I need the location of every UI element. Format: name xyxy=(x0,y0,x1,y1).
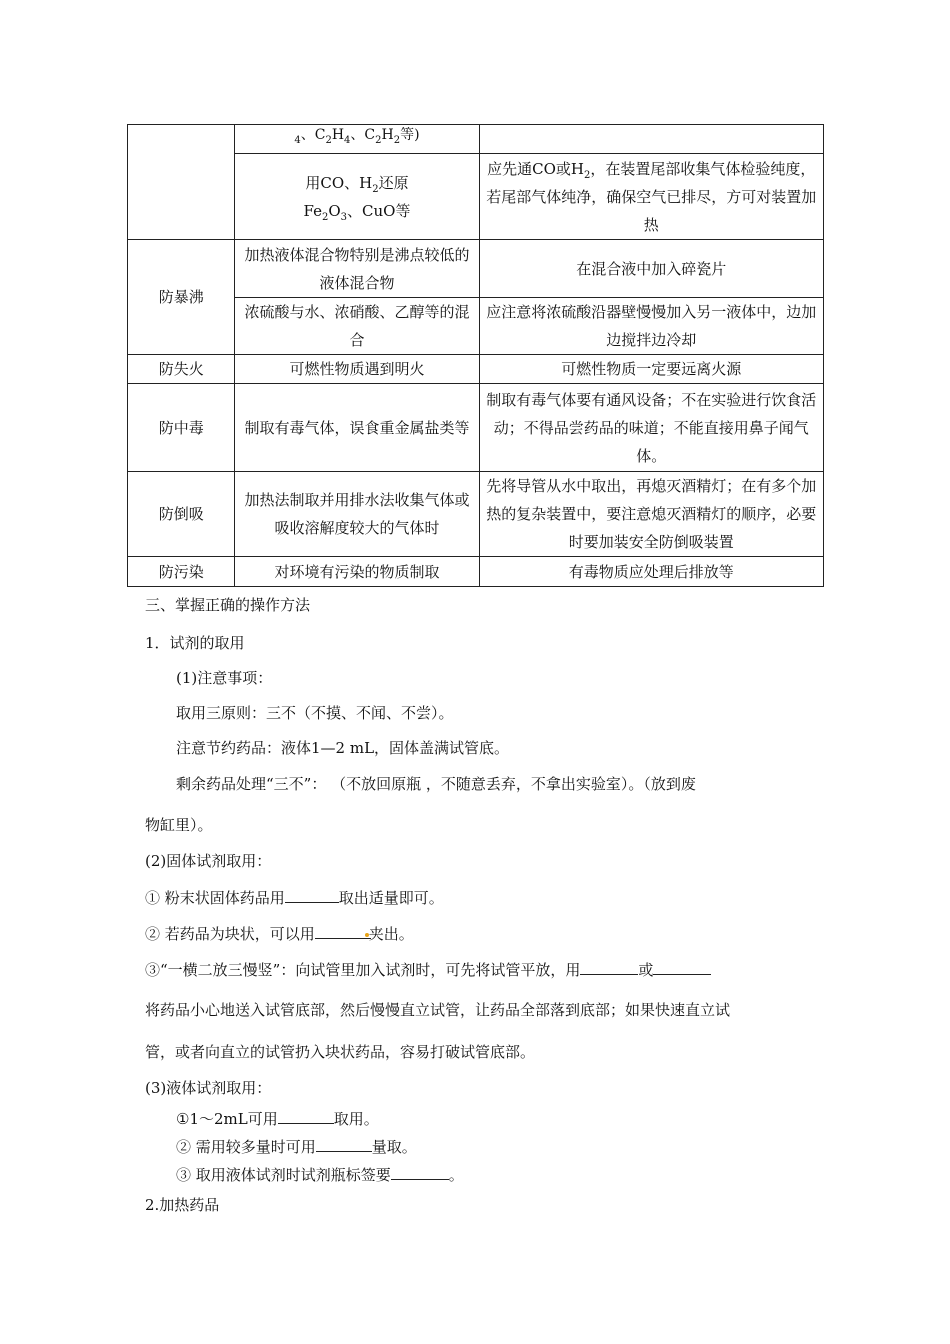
blank-field[interactable] xyxy=(653,958,711,975)
fill-in-item xyxy=(145,922,414,944)
cell-line: $Fe_2O_3$、CuO等 xyxy=(303,201,411,223)
blank-field[interactable] xyxy=(391,1163,449,1180)
item-text: 量取。 xyxy=(371,1138,417,1156)
table-cell xyxy=(235,154,479,240)
table-cell xyxy=(479,125,824,154)
table-cell xyxy=(128,125,235,240)
safety-table xyxy=(127,124,824,587)
table-cell: 加热法制取并用排水法收集气体或吸收溶解度较大的气体时 xyxy=(235,472,479,557)
blank-field[interactable] xyxy=(316,1135,372,1152)
table-cell: 在混合液中加入碎瓷片 xyxy=(479,240,824,298)
table-row xyxy=(128,384,824,472)
table-row xyxy=(128,472,824,557)
paragraph: 管，或者向直立的试管扔入块状药品，容易打破试管底部。 xyxy=(145,1043,536,1061)
table-cell: 可燃性物质遇到明火 xyxy=(235,355,479,384)
item-text: 取用。 xyxy=(333,1110,379,1128)
table-cell: 可燃性物质一定要远离火源 xyxy=(479,355,824,384)
paragraph: 物缸里）。 xyxy=(145,816,213,834)
fill-in-item xyxy=(145,886,444,908)
item-text: 夹出。 xyxy=(368,925,414,943)
blank-field[interactable] xyxy=(285,886,339,903)
table-cell: 制取有毒气体要有通风设备；不在实验进行饮食活动；不得品尝药品的味道；不能直接用鼻子闻气体。 xyxy=(479,384,824,472)
table-row xyxy=(128,557,824,587)
paragraph: 将药品小心地送入试管底部，然后慢慢直立试管，让药品全部落到底部；如果快速直立试 xyxy=(145,1001,731,1019)
section-heading: 三、掌握正确的操作方法 xyxy=(145,596,311,614)
fill-in-item xyxy=(176,1135,417,1157)
item-text: ①1～2mL可用 xyxy=(176,1110,278,1128)
note-heading: (2)固体试剂取用： xyxy=(145,852,272,870)
note-heading: (1)注意事项： xyxy=(176,669,273,687)
table-cell: $_4$、$C_2H_4$、$C_2H_2$等) xyxy=(235,125,479,154)
table-cell: 应注意将浓硫酸沿器壁慢慢加入另一液体中，边加边搅拌边冷却 xyxy=(479,298,824,355)
table-cell: 对环境有污染的物质制取 xyxy=(235,557,479,587)
fill-in-item xyxy=(145,958,711,980)
table-cell: 防失火 xyxy=(128,355,235,384)
item-text: ② 若药品为块状，可以用 xyxy=(145,925,315,943)
subsection-heading: 2.加热药品 xyxy=(145,1196,220,1214)
cell-line: 用CO、$H_2$还原 xyxy=(305,173,409,195)
item-text: ② 需用较多量时可用 xyxy=(176,1138,316,1156)
table-cell: 防倒吸 xyxy=(128,472,235,557)
table-cell: 浓硫酸与水、浓硝酸、乙醇等的混合 xyxy=(235,298,479,355)
table-row xyxy=(128,125,824,154)
item-text: ① 粉末状固体药品用 xyxy=(145,889,285,907)
table-cell: 有毒物质应处理后排放等 xyxy=(479,557,824,587)
blank-field[interactable] xyxy=(278,1107,334,1124)
blank-field[interactable] xyxy=(315,922,371,939)
paragraph: 取用三原则：三不（不摸、不闻、不尝）。 xyxy=(176,704,454,722)
blank-field[interactable] xyxy=(580,958,638,975)
table-cell: 防中毒 xyxy=(128,384,235,472)
table-cell: 防污染 xyxy=(128,557,235,587)
paragraph: 注意节约药品：液体1—2 mL，固体盖满试管底。 xyxy=(176,739,510,757)
table-cell: 加热液体混合物特别是沸点较低的液体混合物 xyxy=(235,240,479,298)
table-cell: 应先通CO或$H_2$，在装置尾部收集气体检验纯度，若尾部气体纯净，确保空气已排尽，方可对装置加热 xyxy=(479,154,824,240)
table-cell: 先将导管从水中取出，再熄灭酒精灯；在有多个加热的复杂装置中，要注意熄灭酒精灯的顺序，必要时要加装安全防倒吸装置 xyxy=(479,472,824,557)
note-heading: (3)液体试剂取用： xyxy=(145,1079,272,1097)
fill-in-item xyxy=(176,1107,379,1129)
paragraph: 剩余药品处理“三不”： （不放回原瓶 ，不随意丢弃，不拿出实验室）。（放到废 xyxy=(176,775,696,793)
item-text: 取出适量即可。 xyxy=(338,889,444,907)
table-row xyxy=(128,240,824,298)
fill-in-item xyxy=(176,1163,464,1185)
item-text: ③ 取用液体试剂时试剂瓶标签要 xyxy=(176,1166,391,1184)
subsection-heading: 1．试剂的取用 xyxy=(145,634,245,652)
table-row xyxy=(128,355,824,384)
table-cell: 防暴沸 xyxy=(128,240,235,355)
item-text: ③“一横二放三慢竖”：向试管里加入试剂时，可先将试管平放，用 xyxy=(145,961,581,979)
item-text: 。 xyxy=(448,1166,464,1184)
item-text: 或 xyxy=(638,961,654,979)
table-cell: 制取有毒气体，误食重金属盐类等 xyxy=(235,384,479,472)
